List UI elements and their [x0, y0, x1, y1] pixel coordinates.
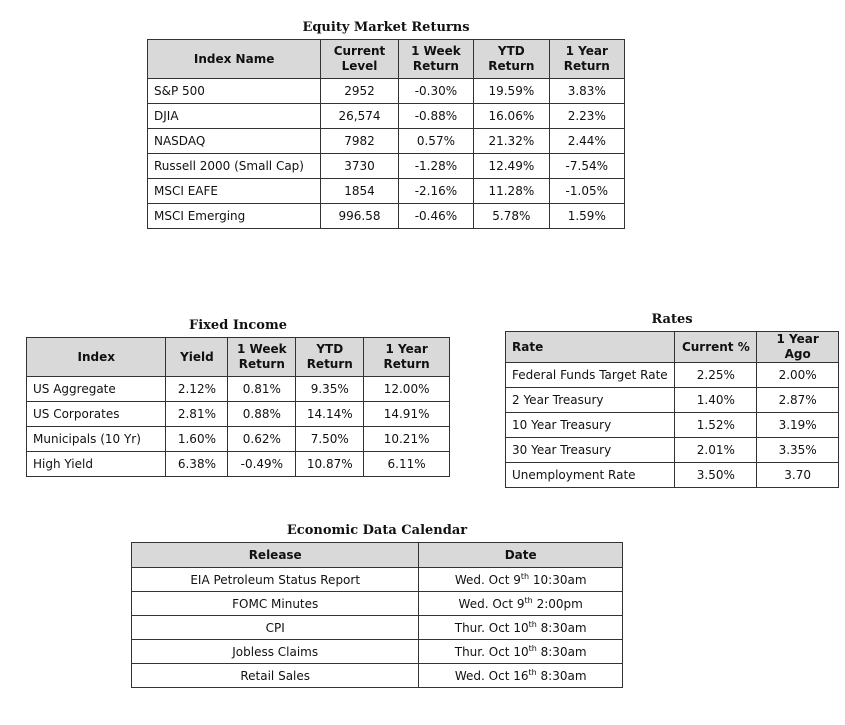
table-row	[132, 616, 623, 640]
table-row	[506, 388, 839, 413]
equity-cell-level: 3730	[321, 154, 398, 179]
calendar-table	[131, 542, 623, 688]
table-row	[148, 79, 625, 104]
fixed-cell-week: 0.81%	[228, 377, 296, 402]
equity-cell-name: NASDAQ	[148, 129, 321, 154]
table-row	[132, 592, 623, 616]
rates-cell-rate: Unemployment Rate	[506, 463, 675, 488]
table-row	[506, 363, 839, 388]
rates-cell-rate: 10 Year Treasury	[506, 413, 675, 438]
calendar-cell-release: EIA Petroleum Status Report	[132, 568, 419, 592]
fixed-header-ytd-return: YTD Return	[296, 338, 364, 377]
fixed-cell-index: High Yield	[27, 452, 166, 477]
equity-market-returns-section	[147, 20, 625, 229]
rates-table	[505, 331, 839, 488]
rates-header-rate: Rate	[506, 332, 675, 363]
fixed-cell-year: 6.11%	[364, 452, 450, 477]
equity-cell-ytd: 16.06%	[474, 104, 549, 129]
equity-cell-name: S&P 500	[148, 79, 321, 104]
table-row	[506, 413, 839, 438]
equity-cell-ytd: 12.49%	[474, 154, 549, 179]
table-row	[132, 664, 623, 688]
equity-header-index-name: Index Name	[148, 40, 321, 79]
table-row	[148, 104, 625, 129]
equity-cell-ytd: 19.59%	[474, 79, 549, 104]
fixed-header-1-week-return: 1 Week Return	[228, 338, 296, 377]
calendar-cell-date: Thur. Oct 10th 8:30am	[419, 640, 623, 664]
fixed-cell-index: US Corporates	[27, 402, 166, 427]
rates-cell-current: 3.50%	[675, 463, 757, 488]
table-row	[27, 427, 450, 452]
equity-cell-week: -2.16%	[398, 179, 473, 204]
equity-cell-year: 2.44%	[549, 129, 624, 154]
fixed-cell-yield: 2.12%	[166, 377, 228, 402]
fixed-cell-year: 14.91%	[364, 402, 450, 427]
rates-cell-rate: 2 Year Treasury	[506, 388, 675, 413]
fixed-income-header-row	[27, 338, 450, 377]
fixed-cell-ytd: 9.35%	[296, 377, 364, 402]
rates-section	[505, 312, 839, 488]
rates-header-1-year-ago: 1 Year Ago	[757, 332, 839, 363]
rates-cell-rate: Federal Funds Target Rate	[506, 363, 675, 388]
equity-cell-name: MSCI EAFE	[148, 179, 321, 204]
equity-cell-ytd: 5.78%	[474, 204, 549, 229]
rates-title: Rates	[651, 312, 693, 327]
rates-header-row	[506, 332, 839, 363]
rates-cell-year-ago: 3.35%	[757, 438, 839, 463]
economic-data-calendar-section	[131, 523, 623, 688]
calendar-cell-date: Wed. Oct 9th 2:00pm	[419, 592, 623, 616]
equity-cell-year: 2.23%	[549, 104, 624, 129]
equity-cell-ytd: 21.32%	[474, 129, 549, 154]
calendar-cell-release: Jobless Claims	[132, 640, 419, 664]
fixed-cell-yield: 1.60%	[166, 427, 228, 452]
calendar-cell-release: CPI	[132, 616, 419, 640]
equity-cell-level: 996.58	[321, 204, 398, 229]
table-row	[132, 640, 623, 664]
equity-cell-name: Russell 2000 (Small Cap)	[148, 154, 321, 179]
rates-cell-current: 2.25%	[675, 363, 757, 388]
table-row	[148, 204, 625, 229]
equity-cell-name: DJIA	[148, 104, 321, 129]
rates-cell-year-ago: 3.70	[757, 463, 839, 488]
rates-cell-rate: 30 Year Treasury	[506, 438, 675, 463]
rates-cell-year-ago: 2.00%	[757, 363, 839, 388]
table-row	[27, 402, 450, 427]
equity-cell-level: 7982	[321, 129, 398, 154]
fixed-header-index: Index	[27, 338, 166, 377]
fixed-cell-year: 12.00%	[364, 377, 450, 402]
calendar-title: Economic Data Calendar	[286, 523, 468, 538]
equity-cell-week: 0.57%	[398, 129, 473, 154]
table-row	[148, 129, 625, 154]
equity-cell-ytd: 11.28%	[474, 179, 549, 204]
equity-header-ytd-return: YTD Return	[474, 40, 549, 79]
calendar-cell-release: FOMC Minutes	[132, 592, 419, 616]
table-row	[148, 179, 625, 204]
rates-cell-year-ago: 2.87%	[757, 388, 839, 413]
fixed-cell-yield: 2.81%	[166, 402, 228, 427]
equity-cell-name: MSCI Emerging	[148, 204, 321, 229]
fixed-header-yield: Yield	[166, 338, 228, 377]
equity-header-current-level: Current Level	[321, 40, 398, 79]
equity-cell-level: 2952	[321, 79, 398, 104]
fixed-cell-ytd: 10.87%	[296, 452, 364, 477]
fixed-cell-index: US Aggregate	[27, 377, 166, 402]
equity-header-1-year-return: 1 Year Return	[549, 40, 624, 79]
rates-cell-current: 1.52%	[675, 413, 757, 438]
table-row	[27, 452, 450, 477]
equity-header-row	[148, 40, 625, 79]
calendar-cell-date: Thur. Oct 10th 8:30am	[419, 616, 623, 640]
table-row	[132, 568, 623, 592]
equity-table	[147, 39, 625, 229]
equity-cell-week: -0.88%	[398, 104, 473, 129]
fixed-cell-ytd: 14.14%	[296, 402, 364, 427]
fixed-cell-week: -0.49%	[228, 452, 296, 477]
table-row	[27, 377, 450, 402]
fixed-cell-week: 0.62%	[228, 427, 296, 452]
calendar-cell-date: Wed. Oct 16th 8:30am	[419, 664, 623, 688]
fixed-header-1-year-return: 1 Year Return	[364, 338, 450, 377]
equity-header-1-week-return: 1 Week Return	[398, 40, 473, 79]
calendar-cell-release: Retail Sales	[132, 664, 419, 688]
equity-cell-week: -1.28%	[398, 154, 473, 179]
equity-cell-week: -0.30%	[398, 79, 473, 104]
equity-cell-year: 3.83%	[549, 79, 624, 104]
calendar-header-row	[132, 543, 623, 568]
equity-title: Equity Market Returns	[302, 20, 470, 35]
fixed-income-section	[26, 318, 450, 477]
rates-cell-year-ago: 3.19%	[757, 413, 839, 438]
equity-cell-level: 26,574	[321, 104, 398, 129]
calendar-cell-date: Wed. Oct 9th 10:30am	[419, 568, 623, 592]
equity-cell-year: -7.54%	[549, 154, 624, 179]
calendar-header-release: Release	[132, 543, 419, 568]
fixed-cell-year: 10.21%	[364, 427, 450, 452]
equity-cell-week: -0.46%	[398, 204, 473, 229]
equity-cell-year: -1.05%	[549, 179, 624, 204]
fixed-cell-ytd: 7.50%	[296, 427, 364, 452]
rates-cell-current: 2.01%	[675, 438, 757, 463]
table-row	[148, 154, 625, 179]
calendar-header-date: Date	[419, 543, 623, 568]
rates-cell-current: 1.40%	[675, 388, 757, 413]
fixed-income-table	[26, 337, 450, 477]
equity-cell-level: 1854	[321, 179, 398, 204]
fixed-income-title: Fixed Income	[189, 318, 287, 333]
table-row	[506, 463, 839, 488]
table-row	[506, 438, 839, 463]
fixed-cell-week: 0.88%	[228, 402, 296, 427]
fixed-cell-yield: 6.38%	[166, 452, 228, 477]
fixed-cell-index: Municipals (10 Yr)	[27, 427, 166, 452]
equity-cell-year: 1.59%	[549, 204, 624, 229]
rates-header-current: Current %	[675, 332, 757, 363]
